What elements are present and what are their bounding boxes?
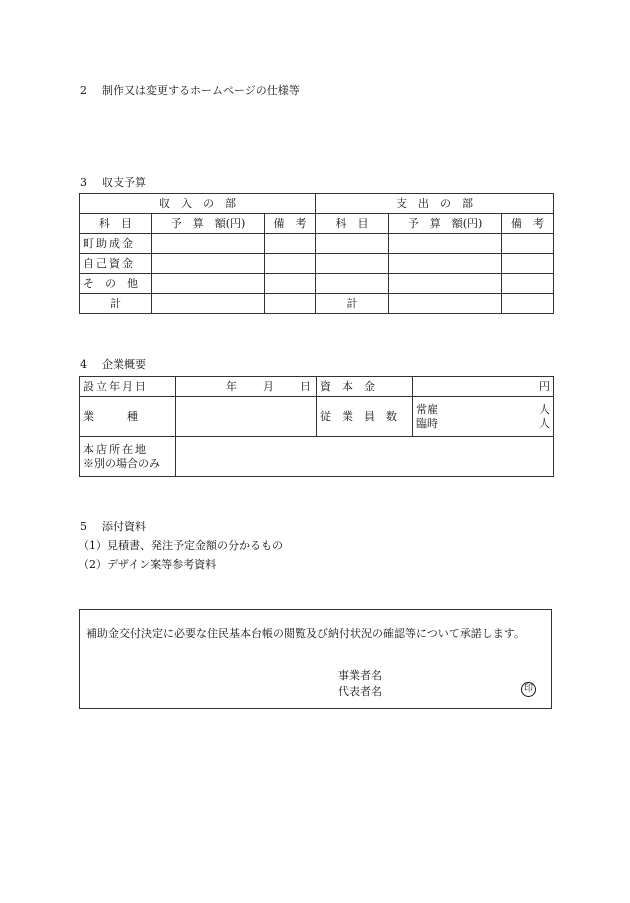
cell-total-note[interactable] — [265, 294, 316, 314]
company-table — [79, 376, 554, 477]
cell-note[interactable] — [265, 254, 316, 274]
section-title: 添付資料 — [102, 520, 146, 533]
expense-header: 支 出 の 部 — [316, 194, 554, 214]
section-number: 3 — [80, 176, 87, 189]
cell-item[interactable] — [316, 234, 389, 254]
expense-col-note: 備 考 — [502, 214, 554, 234]
budget-table — [79, 193, 554, 314]
section-title: 企業概要 — [102, 358, 146, 371]
representative-label: 代表者名 — [338, 685, 382, 698]
year-unit: 年 — [226, 380, 237, 393]
section-title: 収支予算 — [102, 176, 146, 189]
cell-note[interactable] — [265, 234, 316, 254]
capital-value[interactable] — [413, 377, 554, 397]
cell-note[interactable] — [502, 274, 554, 294]
income-col-note: 備 考 — [265, 214, 316, 234]
regular-label: 常雇 — [416, 402, 438, 416]
cell-amount[interactable] — [389, 254, 502, 274]
seal-icon: 印 — [521, 682, 536, 697]
income-total-label: 計 — [80, 294, 152, 314]
industry-value[interactable] — [176, 397, 317, 437]
industry-label: 業 種 — [80, 397, 176, 437]
cell-item[interactable] — [316, 274, 389, 294]
section-heading-company — [80, 356, 146, 372]
month-unit: 月 — [263, 380, 274, 393]
section-number: 4 — [80, 358, 87, 371]
employees-label: 従 業 員 数 — [317, 397, 413, 437]
cell-amount[interactable] — [152, 234, 265, 254]
consent-text: 補助金交付決定に必要な住民基本台帳の閲覧及び納付状況の確認等について承諾します。 — [86, 627, 525, 640]
section-heading-budget — [80, 174, 146, 190]
cell-note[interactable] — [265, 274, 316, 294]
business-name-label: 事業者名 — [338, 669, 382, 682]
employees-value[interactable] — [413, 397, 554, 437]
cell-item[interactable] — [316, 254, 389, 274]
cell-total-note[interactable] — [502, 294, 554, 314]
income-col-amount: 予 算 額(円) — [152, 214, 265, 234]
hq-label: 本店所在地 — [83, 442, 148, 456]
attachment-item: （2）デザイン案等参考資料 — [78, 558, 217, 571]
person-unit: 人 — [539, 402, 550, 416]
attachment-item: （1）見積書、発注予定金額の分かるもの — [78, 539, 283, 552]
hq-note: ※別の場合のみ — [83, 456, 160, 470]
cell-amount[interactable] — [389, 234, 502, 254]
row-label-own-funds: 自己資金 — [80, 254, 152, 274]
expense-col-amount: 予 算 額(円) — [389, 214, 502, 234]
cell-note[interactable] — [502, 234, 554, 254]
cell-total-amount[interactable] — [389, 294, 502, 314]
capital-label: 資 本 金 — [317, 377, 413, 397]
income-col-item: 科 目 — [80, 214, 152, 234]
cell-amount[interactable] — [152, 274, 265, 294]
day-unit: 日 — [300, 380, 311, 393]
row-label-other: そ の 他 — [80, 274, 152, 294]
temporary-label: 臨時 — [416, 416, 438, 430]
section-heading-spec — [80, 82, 300, 98]
section-heading-attachments — [80, 518, 146, 534]
cell-amount[interactable] — [389, 274, 502, 294]
person-unit: 人 — [539, 416, 550, 430]
row-label-town-grant: 町助成金 — [80, 234, 152, 254]
income-header: 収 入 の 部 — [80, 194, 316, 214]
section-number: 2 — [80, 84, 87, 97]
section-number: 5 — [80, 520, 87, 533]
consent-box — [79, 609, 552, 709]
established-value[interactable] — [176, 377, 317, 397]
hq-address-value[interactable] — [176, 437, 554, 477]
cell-total-amount[interactable] — [152, 294, 265, 314]
hq-label-cell — [80, 437, 176, 477]
section-title: 制作又は変更するホームページの仕様等 — [102, 84, 300, 97]
yen-unit: 円 — [539, 380, 550, 393]
established-label: 設立年月日 — [80, 377, 176, 397]
cell-amount[interactable] — [152, 254, 265, 274]
cell-note[interactable] — [502, 254, 554, 274]
expense-total-label: 計 — [316, 294, 389, 314]
expense-col-item: 科 目 — [316, 214, 389, 234]
